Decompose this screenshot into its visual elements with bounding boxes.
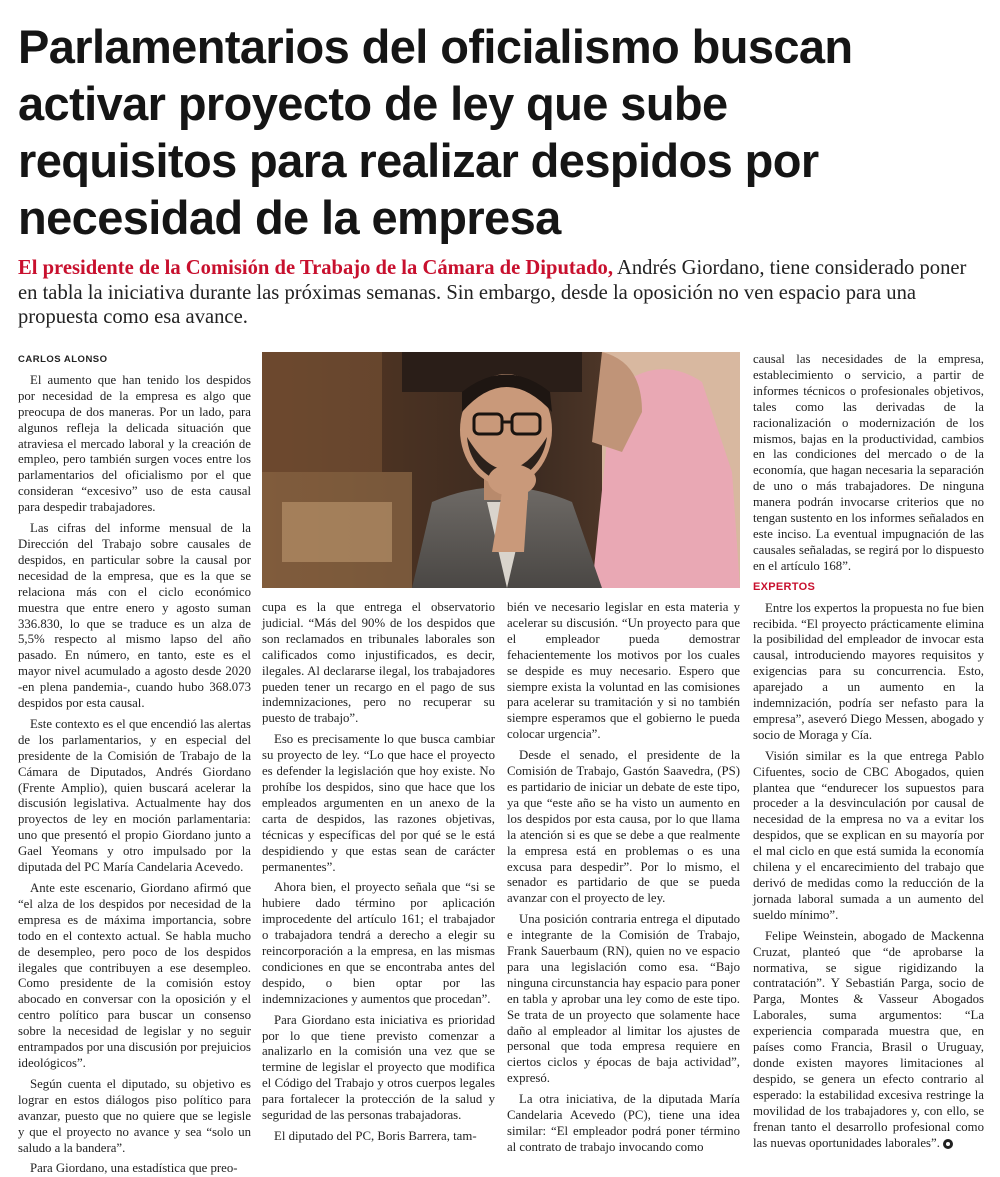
paragraph: Para Giordano esta iniciativa es prioridad por lo que tiene previsto comenzar a analizarlo en la comisión una vez que se termine de legislar el proyecto que modifica el Código del Trabajo y otros cuerpos legales para fortalecer la protección de la salud y seguridad de las personas trabajadoras.	[262, 1012, 495, 1123]
headline-line: Parlamentarios del oficialismo buscan	[18, 20, 853, 73]
headline-line: activar proyecto de ley que sube	[18, 77, 728, 130]
article-column-3	[507, 600, 740, 1152]
paragraph-text: Felipe Weinstein, abogado de Mackenna Cruzat, planteó que “de aprobarse la normativa, se sigue rigidizando la contratación”. Y Sebastián Parga, socio de Parga, Montes & Vasseur Abogados Laborales, suma argumentos: “La experiencia comparada muestra que, en países como Francia, Brasil o Uruguay, donde existen mayores limitaciones al despido, se genera un efecto contrario al esperado: la estabilidad excesiva restringe la movilidad de los trabajadores y, con ello, se frenan tanto el desarrollo profesional como las nuevas oportunidades laborales”.	[753, 928, 984, 1150]
article-column-1	[18, 352, 251, 1176]
lead-text: Andrés Giordano, tiene considerado poner en tabla la iniciativa durante las próximas semanas. Sin embargo, desde la oposición no ven espacio para una propuesta como esa avance.	[18, 257, 967, 328]
paragraph: cupa es la que entrega el observatorio judicial. “Más del 90% de los despidos que son reclamados en tribunales laborales son calificados como injustificados, es decir, ilegales. Al declararse ilegal, los trabajadores pueden tener un recargo en el pago de sus indemnizaciones, pero no recuperar su puesto de trabajo”.	[262, 600, 495, 726]
headline-line: necesidad de la empresa	[18, 191, 561, 244]
headline	[18, 18, 978, 246]
article-photo	[262, 352, 740, 588]
paragraph: Este contexto es el que encendió las alertas de los parlamentarios, y en especial del presidente de la Comisión de Trabajo de la Cámara de Diputados, Andrés Giordano (Frente Amplio), quien buscará acelerar la discusión legislativa. Actualmente hay dos proyectos de ley en moción parlamentaria: uno que presentó el propio Giordano junto a Gael Yeomans y otro impulsado por la diputada del PC María Candelaria Acevedo.	[18, 716, 251, 875]
end-of-article-icon	[943, 1139, 953, 1149]
paragraph: Ahora bien, el proyecto señala que “si se hubiere dado término por aplicación improcedente del artículo 161; el trabajador o trabajadora tendrá a derecho a elegir su reincorporación a la empresa, en las mismas condiciones en que se encontraba antes del despido, o bien optar por las indemnizaciones y aumentos que procedan”.	[262, 880, 495, 1006]
section-heading-expertos: EXPERTOS	[753, 580, 816, 593]
paragraph: Según cuenta el diputado, su objetivo es lograr en estos diálogos piso político para avanzar, puesto que no quiere que se legisle y que el proyecto no avance y sea “solo un saludo a la bandera”.	[18, 1076, 251, 1155]
paragraph: causal las necesidades de la empresa, establecimiento o servicio, a partir de informes técnicos o profesionales objetivos, tales como las derivadas de la racionalización o modernización de los mismos, bajas en la productividad, cambios en las condiciones del mercado o de la economía, que hagan necesaria la separación de uno o más trabajadores. De ninguna manera podrán invocarse criterios que no tengan sustento en los informes señalados en este inciso. La eventual impugnación de las causales señaladas, se regirá por lo dispuesto en el artículo 168”.	[753, 352, 984, 573]
lead-paragraph	[18, 256, 982, 330]
paragraph: El aumento que han tenido los despidos por necesidad de la empresa es algo que preocupa de dos maneras. Por un lado, para algunos refleja la delicada situación que atraviesa el mercado laboral y la creación de empleo, pero también surgen voces entre los parlamentarios del oficialismo por el que consideran “excesivo” uso de esta causal para despedir trabajadores.	[18, 372, 251, 515]
paragraph: La otra iniciativa, de la diputada María Candelaria Acevedo (PC), tiene una idea similar: “El empleador podrá poner término al contrato de trabajo invocando como	[507, 1092, 740, 1154]
paragraph: Entre los expertos la propuesta no fue bien recibida. “El proyecto prácticamente elimina la posibilidad del empleador de invocar esta causal, introduciendo mayores requisitos y exigencias para su concurrencia. Esto, aparejado a un aumento en la indemnización, podría ser nefasto para la empresa”, aseveró Diego Messen, abogado y socio de Moraga y Cía.	[753, 600, 984, 742]
article-column-2	[262, 600, 495, 1152]
article-column-4	[753, 352, 984, 1152]
paragraph: Las cifras del informe mensual de la Dirección del Trabajo sobre causales de despidos, en particular sobre la causal por necesidad de la empresa, que es la que se relaciona más con el ciclo económico muestra que entre enero y agosto suman 336.830, lo que se traduce es un alza de 5,5% respecto al mismo lapso del año pasado. En número, en tanto, este es el mayor nivel acumulado a agosto desde 2020 -en plena pandemia-, cuando hubo 368.073 despidos por esta causal.	[18, 521, 251, 711]
paragraph: bién ve necesario legislar en esta materia y acelerar su discusión. “Un proyecto para que el empleador pueda demostrar fehacientemente los motivos por los cuales se despide es muy necesario. Espero que siempre exista la voluntad en las comisiones para acelerar su tramitación y si no también siempre esperamos que el gobierno le pueda colocar urgencia”.	[507, 600, 740, 742]
paragraph	[753, 929, 984, 1152]
paragraph: Desde el senado, el presidente de la Comisión de Trabajo, Gastón Saavedra, (PS) es partidario de iniciar un debate de este tipo, ya que “este año se ha visto un aumento en los despidos por esta causa, por lo que llama la atención si es que se debe a que realmente la empresa está en problemas o es una excusa para despedir”. Por lo mismo, el senador es partidario de que se pueda avanzar con el proyecto de ley.	[507, 748, 740, 906]
portrait-photo-icon	[262, 352, 740, 588]
paragraph: Ante este escenario, Giordano afirmó que “el alza de los despidos por necesidad de la empresa es de máxima importancia, sobre todo en el contexto actual. Se habla mucho de desempleo, pero poco de los despidos ilegales que contribuyen a ese desempleo. Como presidente de la comisión estoy abocado en conversar con la oposición y el centro político para buscar un consenso sobre la necesidad de legislar y no seguir entrampados por una discusión por prejuicios ideológicos”.	[18, 881, 251, 1070]
paragraph: Para Giordano, una estadística que preo-	[30, 1161, 238, 1176]
paragraph: Visión similar es la que entrega Pablo Cifuentes, socio de CBC Abogados, quien plantea que “endurecer los supuestos para proceder a la desvinculación por causal de necesidad de la empresa no va a evitar los despidos, que se explican en su mayoría por el mal ciclo en que está sumida la economía chilena y el encarecimiento del trabajo que derivó de medidas como la reducción de la jornada laboral sumada a un aumento del sueldo mínimo”.	[753, 748, 984, 922]
headline-line: requisitos para realizar despidos por	[18, 134, 819, 187]
byline: CARLOS ALONSO	[18, 354, 108, 365]
paragraph: Una posición contraria entrega el diputado e integrante de la Comisión de Trabajo, Frank Sauerbaum (RN), quien no ve espacio para una legislación como esa. “Bajo ninguna circunstancia hay espacio para poner en tabla y aprobar una ley como de este tipo. Se trata de un proyecto que solamente hace daño al empleador al limitar los ajustes de personal que toda empresa requiere en ciertos ciclos y épocas de baja actividad”, expresó.	[507, 912, 740, 1086]
paragraph: El diputado del PC, Boris Barrera, tam-	[274, 1129, 477, 1143]
lead-highlight: El presidente de la Comisión de Trabajo de la Cámara de Diputado,	[18, 257, 613, 279]
paragraph: Eso es precisamente lo que busca cambiar su proyecto de ley. “Lo que hace el proyecto es defender la legislación que hoy existe. No prohíbe los despidos, sino que hace que los empleados argumenten en un anexo de la carta de despidos, las razones objetivas, técnicas y específicas del por qué se le está despidiendo y que estas sean de carácter permanentes”.	[262, 732, 495, 874]
